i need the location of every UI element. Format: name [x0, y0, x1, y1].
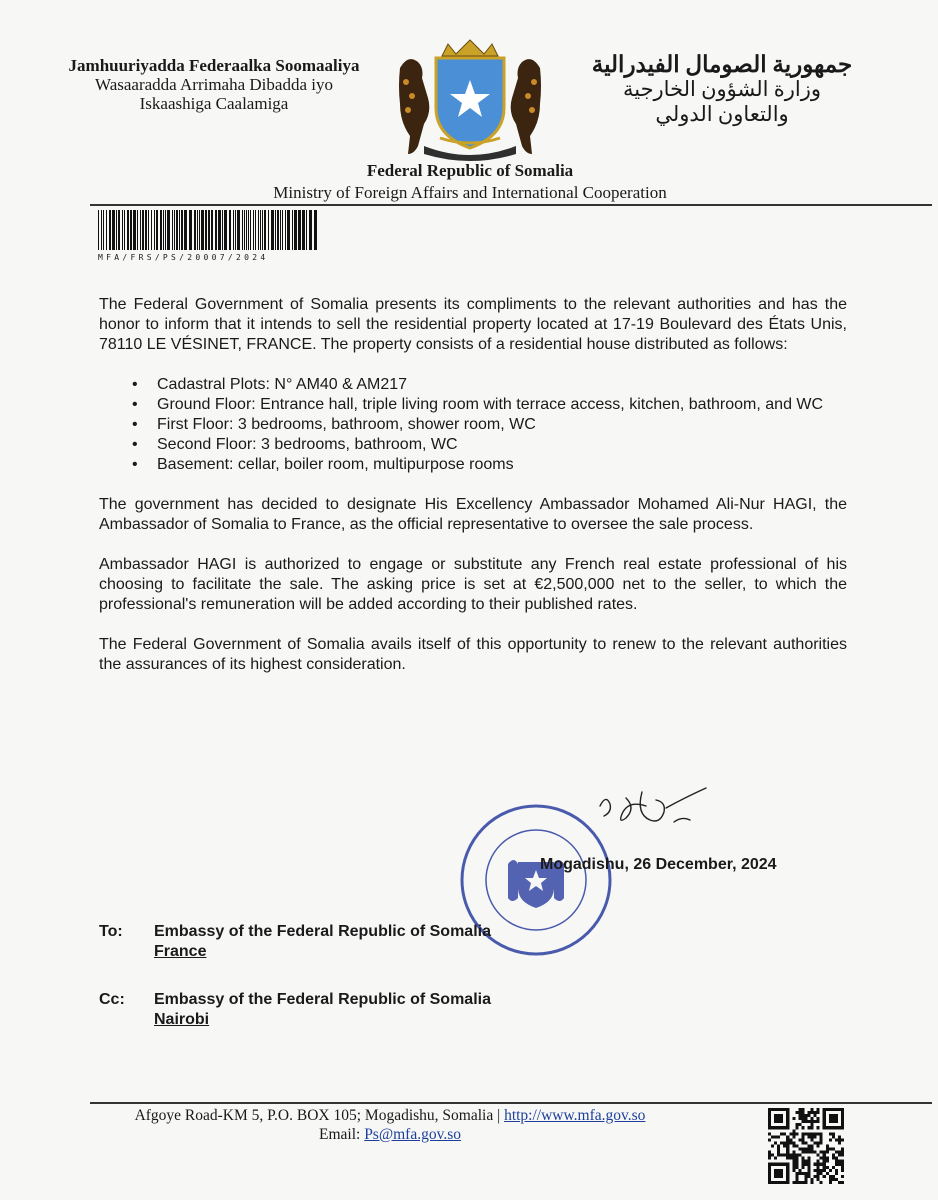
list-item: • Ground Floor: Entrance hall, triple living room with terrace access, kitchen, bathroom, and WC — [157, 395, 847, 415]
header-arabic-line3: والتعاون الدولي — [655, 102, 789, 126]
cc-recipient — [99, 990, 619, 1058]
header-english-line2: Ministry of Foreign Affairs and International Cooperation — [273, 183, 667, 202]
header-arabic-block — [572, 52, 872, 127]
header-english-line1: Federal Republic of Somalia — [366, 161, 574, 180]
to-city: France — [154, 943, 207, 960]
body-paragraph-3: Ambassador HAGI is authorized to engage or substitute any French real estate professional of his choosing to facilitate the sale. The asking price is set at €2,500,000 net to the seller, to which the professional's remuneration will be added according to their published rates. — [99, 556, 847, 613]
footer-divider — [90, 1102, 932, 1104]
cc-label: Cc: — [99, 991, 125, 1008]
reference-number: MFA/FRS/PS/20007/2024 — [98, 253, 269, 262]
handwritten-signature — [596, 784, 716, 834]
header-somali-block — [54, 56, 374, 113]
footer-email-link[interactable]: Ps@mfa.gov.so — [364, 1126, 461, 1143]
header-english-block — [180, 160, 760, 204]
header-arabic-line2: وزارة الشؤون الخارجية — [622, 77, 822, 101]
coat-of-arms-emblem — [380, 38, 560, 166]
letter-body — [99, 295, 847, 695]
list-item: • Cadastral Plots: N° AM40 & AM217 — [157, 375, 847, 395]
header-somali-line2: Wasaaradda Arrimaha Dibadda iyo — [95, 75, 333, 94]
cc-name: Embassy of the Federal Republic of Somalia — [154, 991, 491, 1008]
list-item: • Second Floor: 3 bedrooms, bathroom, WC — [157, 435, 847, 455]
footer-email-label: Email: — [318, 1126, 365, 1143]
to-label: To: — [99, 923, 123, 940]
header-arabic-line1: جمهورية الصومال الفيدرالية — [591, 52, 853, 77]
recipients-block — [99, 922, 619, 1058]
header-somali-line3: Iskaashiga Caalamiga — [139, 94, 289, 113]
body-paragraph-4: The Federal Government of Somalia avails itself of this opportunity to renew to the relevant authorities the assurances of its highest consideration. — [99, 636, 847, 673]
footer-website-link[interactable]: http://www.mfa.gov.so — [504, 1107, 646, 1124]
property-list — [99, 375, 847, 475]
list-item: • First Floor: 3 bedrooms, bathroom, shower room, WC — [157, 415, 847, 435]
footer-address: Afgoye Road-KM 5, P.O. BOX 105; Mogadishu, Somalia | — [134, 1107, 505, 1124]
footer-address-line — [90, 1106, 690, 1125]
body-paragraph-2: The government has decided to designate His Excellency Ambassador Mohamed Ali-Nur HAGI, the Ambassador of Somalia to France, as the official representative to oversee the sale process. — [99, 496, 847, 533]
header-somali-line1: Jamhuuriyadda Federaalka Soomaaliya — [68, 56, 360, 75]
body-paragraph-1: The Federal Government of Somalia presents its compliments to the relevant authorities and has the honor to inform that it intends to sell the residential property located at 17-19 Boulevard des États Unis, 78110 LE VÉSINET, FRANCE. The property consists of a residential house distributed as follows: — [99, 296, 847, 353]
qr-code-image — [768, 1108, 844, 1184]
cc-city: Nairobi — [154, 1011, 210, 1028]
footer-block — [90, 1106, 690, 1144]
list-item: • Basement: cellar, boiler room, multipurpose rooms — [157, 455, 847, 475]
barcode-image — [96, 208, 321, 254]
to-recipient — [99, 922, 619, 990]
header-divider — [90, 204, 932, 206]
date-line: Mogadishu, 26 December, 2024 — [540, 856, 777, 873]
to-name: Embassy of the Federal Republic of Somalia — [154, 923, 491, 940]
footer-email-line — [90, 1125, 690, 1144]
